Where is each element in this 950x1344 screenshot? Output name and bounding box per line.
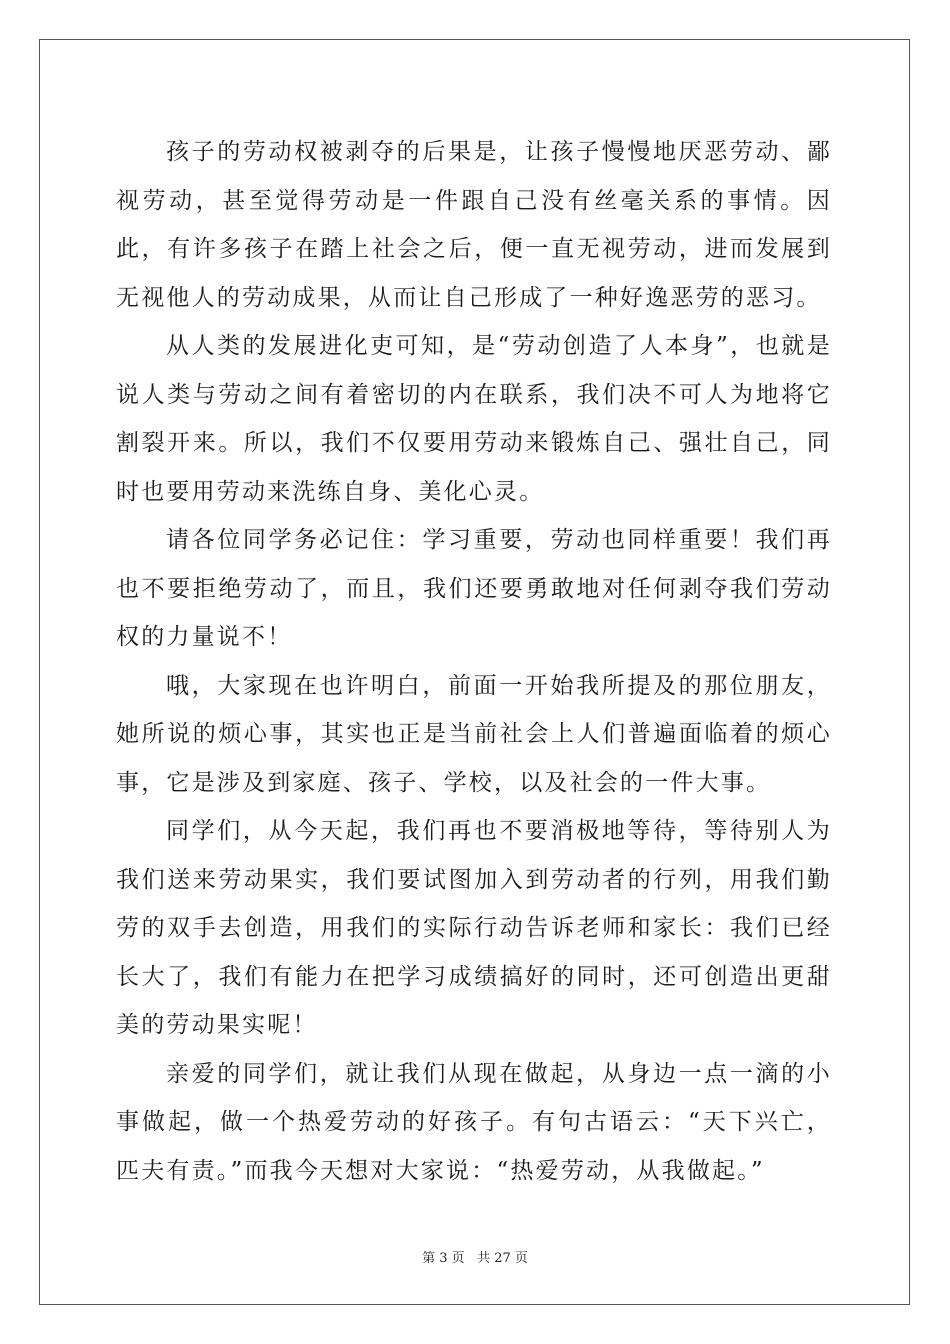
paragraph-3: 请各位同学务必记住：学习重要，劳动也同样重要！我们再也不要拒绝劳动了，而且，我们还要勇敢地对任何剥夺我们劳动权的力量说不！ (116, 527, 832, 650)
document-body (116, 128, 832, 1195)
paragraph-4: 哦，大家现在也许明白，前面一开始我所提及的那位朋友，她所说的烦心事，其实也正是当前社会上人们普遍面临着的烦心事，它是涉及到家庭、孩子、学校，以及社会的一件大事。 (116, 672, 832, 796)
page-footer (0, 1247, 950, 1266)
paragraph-2: 从人类的发展进化吏可知，是“劳动创造了人本身”，也就是说人类与劳动之间有着密切的内在联系，我们决不可人为地将它割裂开来。所以，我们不仅要用劳动来锻炼自己、强壮自己，同时也要用劳动来洗练自身、美化心灵。 (116, 333, 832, 505)
paragraph-5: 同学们，从今天起，我们再也不要消极地等待，等待别人为我们送来劳动果实，我们要试图加入到劳动者的行列，用我们勤劳的双手去创造，用我们的实际行动告诉老师和家长：我们已经长大了，我们有能力在把学习成绩搞好的同时，还可创造出更甜美的劳动果实呢！ (116, 818, 832, 1038)
page-number: 第 3 页 (422, 1251, 465, 1266)
paragraph-6: 亲爱的同学们，就让我们从现在做起，从身边一点一滴的小事做起，做一个热爱劳动的好孩子。有句古语云：“天下兴亡，匹夫有责。”而我今天想对大家说：“热爱劳动，从我做起。” (116, 1060, 832, 1184)
paragraph-1: 孩子的劳动权被剥夺的后果是，让孩子慢慢地厌恶劳动、鄙视劳动，甚至觉得劳动是一件跟自己没有丝毫关系的事情。因此，有许多孩子在踏上社会之后，便一直无视劳动，进而发展到无视他人的劳动成果，从而让自己形成了一种好逸恶劳的恶习。 (116, 139, 832, 311)
page-total: 共 27 页 (477, 1251, 528, 1266)
